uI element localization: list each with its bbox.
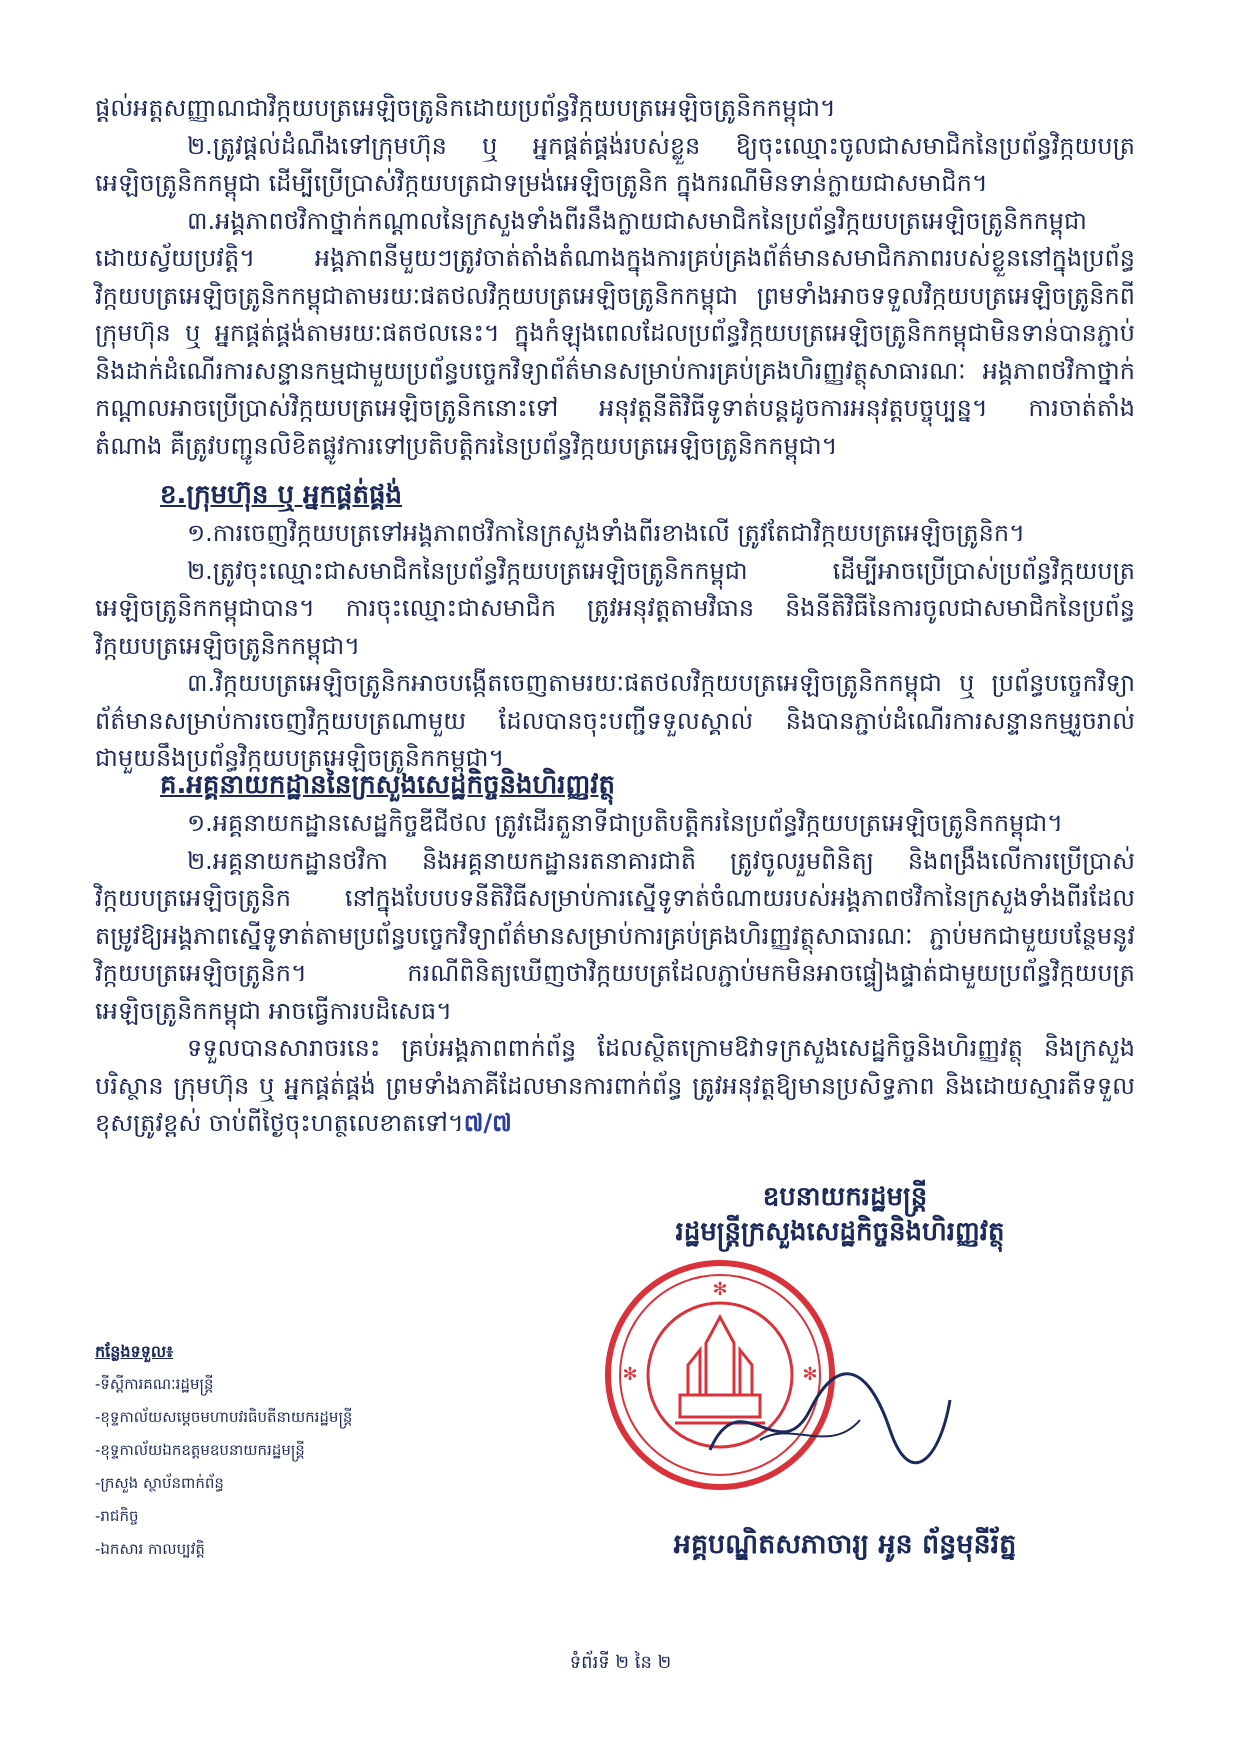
paragraph: ២.ត្រូវផ្តល់ដំណឹងទៅក្រុមហ៊ុន ឬ អ្នកផ្គត់ផ្គង់របស់ខ្លួន ឱ្យចុះឈ្មោះចូលជាសមាជិកនៃប្រព័ន្ធវិក្កយបត្រអេឡិចត្រូនិកកម្ពុជា ដើម្បីប្រើប្រាស់វិក្កយបត្រជាទម្រង់អេឡិចត្រូនិក ក្នុងករណីមិនទាន់ក្លាយជាសមាជិក។ bbox=[95, 131, 1135, 197]
page-number-footer: ទំព័រទី ២ នៃ ២ bbox=[569, 1652, 672, 1673]
section-ko-heading: គ.អគ្គនាយកដ្ឋាននៃក្រសួងសេដ្ឋកិច្ចនិងហិរញ្ញវត្ថុ bbox=[160, 770, 615, 800]
intro-block bbox=[95, 90, 1135, 465]
signature-title-line2: រដ្ឋមន្ត្រីក្រសួងសេដ្ឋកិច្ចនិងហិរញ្ញវត្ថុ bbox=[675, 1217, 1005, 1247]
svg-text:✻: ✻ bbox=[802, 1364, 818, 1385]
paragraph: ១.អគ្គនាយកដ្ឋានសេដ្ឋកិច្ចឌីជីថល ត្រូវដើរតួនាទីជាប្រតិបត្តិករនៃប្រព័ន្ធវិក្កយបត្រអេឡិចត្រូនិកកម្ពុជា។ bbox=[187, 809, 1063, 837]
svg-text:✻: ✻ bbox=[622, 1364, 638, 1385]
paragraph: ផ្តល់អត្តសញ្ញាណជាវិក្កយបត្រអេឡិចត្រូនិកដោយប្រព័ន្ធវិក្កយបត្រអេឡិចត្រូនិកកម្ពុជា។ bbox=[95, 94, 836, 122]
handwritten-initial-mark: ៧/៧ bbox=[463, 1109, 512, 1137]
section-kha-body bbox=[95, 515, 1135, 778]
svg-text:✻: ✻ bbox=[712, 1279, 728, 1300]
recipient-item: -រាជកិច្ច bbox=[95, 1507, 139, 1525]
signatory-name: អគ្គបណ្ឌិតសភាចារ្យ អូន ព័ន្ធមុនីរ័ត្ន bbox=[673, 1529, 1017, 1560]
recipient-item: -ក្រសួង ស្ថាប័នពាក់ព័ន្ធ bbox=[95, 1474, 224, 1492]
recipient-item: -ទីស្តីការគណៈរដ្ឋមន្ត្រី bbox=[95, 1375, 214, 1393]
paragraph: ២.អគ្គនាយកដ្ឋានថវិកា និងអគ្គនាយកដ្ឋានរតនាគារជាតិ ត្រូវចូលរួមពិនិត្យ និងពង្រឹងលើការប្រើប្រាស់វិក្កយបត្រអេឡិចត្រូនិក នៅក្នុងបែបបទនីតិវិធីសម្រាប់ការស្នើទូទាត់ចំណាយរបស់អង្គភាពថវិកានៃក្រសួងទាំងពីរដែលតម្រូវឱ្យអង្គភាពស្នើទូទាត់តាមប្រព័ន្ធបច្ចេកវិទ្យាព័ត៌មានសម្រាប់ការគ្រប់គ្រងហិរញ្ញវត្ថុសាធារណៈ ភ្ជាប់មកជាមួយបន្ថែមនូវវិក្កយបត្រអេឡិចត្រូនិក។ ករណីពិនិត្យឃើញថាវិក្កយបត្រដែលភ្ជាប់មកមិនអាចផ្ទៀងផ្ទាត់ជាមួយប្រព័ន្ធវិក្កយបត្រអេឡិចត្រូនិកកម្ពុជា អាចធ្វើការបដិសេធ។ bbox=[95, 846, 1135, 1025]
paragraph: ៣.វិក្កយបត្រអេឡិចត្រូនិកអាចបង្កើតចេញតាមរយៈផតថលវិក្កយបត្រអេឡិចត្រូនិកកម្ពុជា ឬ ប្រព័ន្ធបច្ចេកវិទ្យាព័ត៌មានសម្រាប់ការចេញវិក្កយបត្រណាមួយ ដែលបានចុះបញ្ជីទទួលស្គាល់ និងបានភ្ជាប់ដំណើរការសន្ទានកម្មរួចរាល់ជាមួយនឹងប្រព័ន្ធវិក្កយបត្រអេឡិចត្រូនិកកម្ពុជា។ bbox=[95, 669, 1135, 772]
recipient-item: -ខុទ្ទកាល័យសម្តេចមហាបវរធិបតីនាយករដ្ឋមន្ត្រី bbox=[95, 1408, 353, 1426]
paragraph bbox=[95, 1030, 1135, 1143]
recipients-title: កន្លែងទទួល៖ bbox=[95, 1342, 174, 1361]
recipients-list bbox=[95, 1335, 352, 1566]
closing-text: ទទួលបានសារាចរនេះ គ្រប់អង្គភាពពាក់ព័ន្ធ ដែលស្ថិតក្រោមឱវាទក្រសួងសេដ្ឋកិច្ចនិងហិរញ្ញវត្ថុ និងក្រសួងបរិស្ថាន ក្រុមហ៊ុន ឬ អ្នកផ្គត់ផ្គង់ ព្រមទាំងភាគីដែលមានការពាក់ព័ន្ធ ត្រូវអនុវត្តឱ្យមានប្រសិទ្ធភាព និងដោយស្មារតីទទួលខុសត្រូវខ្ពស់ ចាប់ពីថ្ងៃចុះហត្ថលេខាតទៅ។ bbox=[95, 1034, 1135, 1137]
paragraph: ១.ការចេញវិក្កយបត្រទៅអង្គភាពថវិកានៃក្រសួងទាំងពីរខាងលើ ត្រូវតែជាវិក្កយបត្រអេឡិចត្រូនិក។ bbox=[187, 519, 1025, 547]
paragraph: ៣.អង្គភាពថវិកាថ្នាក់កណ្តាលនៃក្រសួងទាំងពីរនឹងក្លាយជាសមាជិកនៃប្រព័ន្ធវិក្កយបត្រអេឡិចត្រូនិកកម្ពុជាដោយស្វ័យប្រវត្តិ។ អង្គភាពនីមួយៗត្រូវចាត់តាំងតំណាងក្នុងការគ្រប់គ្រងព័ត៌មានសមាជិកភាពរបស់ខ្លួននៅក្នុងប្រព័ន្ធវិក្កយបត្រអេឡិចត្រូនិកកម្ពុជាតាមរយៈផតថលវិក្កយបត្រអេឡិចត្រូនិកកម្ពុជា ព្រមទាំងអាចទទួលវិក្កយបត្រអេឡិចត្រូនិកពីក្រុមហ៊ុន ឬ អ្នកផ្គត់ផ្គង់តាមរយៈផតថលនេះ។ ក្នុងកំឡុងពេលដែលប្រព័ន្ធវិក្កយបត្រអេឡិចត្រូនិកកម្ពុជាមិនទាន់បានភ្ជាប់ និងដាក់ដំណើរការសន្ទានកម្មជាមួយប្រព័ន្ធបច្ចេកវិទ្យាព័ត៌មានសម្រាប់ការគ្រប់គ្រងហិរញ្ញវត្ថុសាធារណៈ អង្គភាពថវិកាថ្នាក់កណ្តាលអាចប្រើប្រាស់វិក្កយបត្រអេឡិចត្រូនិកនោះទៅ អនុវត្តនីតិវិធីទូទាត់បន្តដូចការអនុវត្តបច្ចុប្បន្ន។ ការចាត់តាំងតំណាង គឺត្រូវបញ្ជូនលិខិតផ្លូវការទៅប្រតិបត្តិករនៃប្រព័ន្ធវិក្កយបត្រអេឡិចត្រូនិកកម្ពុជា។ bbox=[95, 206, 1135, 460]
signature-title-line1: ឧបនាយករដ្ឋមន្ត្រី bbox=[762, 1182, 928, 1212]
recipient-item: -ឯកសារ កាលប្បវត្តិ bbox=[95, 1540, 205, 1558]
handwritten-signature bbox=[700, 1360, 960, 1480]
section-kha-heading: ខ.ក្រុមហ៊ុន ឬ អ្នកផ្គត់ផ្គង់ bbox=[160, 480, 403, 510]
paragraph: ២.ត្រូវចុះឈ្មោះជាសមាជិកនៃប្រព័ន្ធវិក្កយបត្រអេឡិចត្រូនិកកម្ពុជា ដើម្បីអាចប្រើប្រាស់ប្រព័ន្ធវិក្កយបត្រអេឡិចត្រូនិកកម្ពុជាបាន។ ការចុះឈ្មោះជាសមាជិក ត្រូវអនុវត្តតាមវិធាន និងនីតិវិធីនៃការចូលជាសមាជិកនៃប្រព័ន្ធវិក្កយបត្រអេឡិចត្រូនិកកម្ពុជា។ bbox=[95, 556, 1135, 660]
section-ko-body bbox=[95, 805, 1135, 1143]
recipient-item: -ខុទ្ទកាល័យឯកឧត្តមឧបនាយករដ្ឋមន្ត្រី bbox=[95, 1441, 305, 1459]
